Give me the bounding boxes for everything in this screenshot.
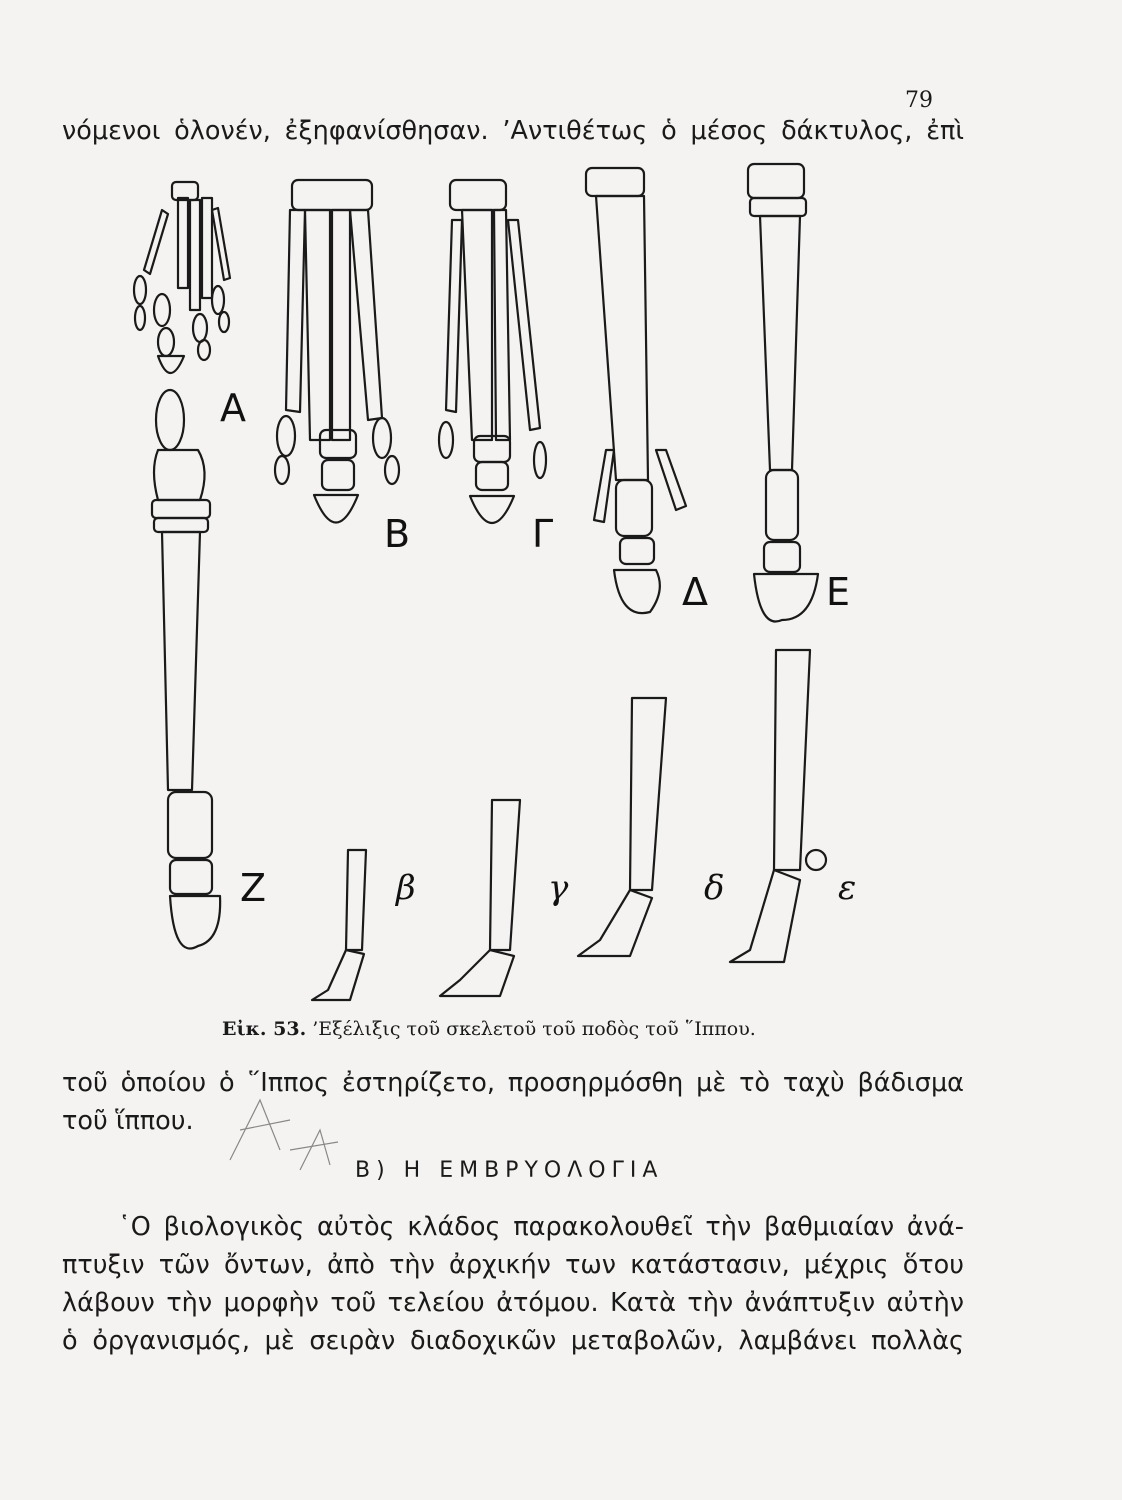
caption-text: ’Εξέλιξις τοῦ σκελετοῦ τοῦ ποδὸς τοῦ ῞Ιππου. [312, 1018, 756, 1040]
figure-label-b: Β [384, 512, 411, 556]
body-text-line: πτυξιν τῶν ὄντων, ἀπὸ τὴν ἀρχικήν των κατάστασιν, μέχρις ὅτου [62, 1250, 964, 1280]
figure-label-epsilon: Ε [826, 570, 851, 614]
page-number: 79 [905, 88, 933, 113]
figure-label-a: Α [220, 386, 246, 430]
body-text-line: ῾Ο βιολογικὸς αὐτὸς κλάδος παρακολουθεῖ τὴν βαθμιαίαν ἀνά- [118, 1212, 964, 1242]
figure-label-beta-small: β [396, 868, 416, 908]
body-text-line: τοῦ ἵππου. [62, 1106, 194, 1136]
figure-label-delta: Δ [682, 570, 708, 614]
figure-label-gamma: Γ [532, 512, 554, 556]
figure-label-zeta: Ζ [240, 866, 267, 910]
body-text-line: ὁ ὀργανισμός, μὲ σειρὰν διαδοχικῶν μεταβολῶν, λαμβάνει πολλὰς [62, 1326, 964, 1356]
caption-label: Εἰκ. 53. [222, 1018, 307, 1040]
body-text-line: λάβουν τὴν μορφὴν τοῦ τελείου ἀτόμου. Κατὰ τὴν ἀνάπτυξιν αὐτὴν [62, 1288, 964, 1318]
figure-caption [222, 1018, 756, 1040]
body-text-line: τοῦ ὁποίου ὁ ῞Ιππος ἐστηρίζετο, προσηρμόσθη μὲ τὸ ταχὺ βάδισμα [62, 1068, 964, 1098]
pencil-mark [220, 1090, 340, 1180]
figure-label-gamma-small: γ [548, 868, 569, 908]
horse-foot-skeleton-figure [100, 150, 900, 1010]
body-text-line: νόμενοι ὁλονέν, ἐξηφανίσθησαν. ’Αντιθέτως ὁ μέσος δάκτυλος, ἐπὶ [62, 116, 964, 146]
figure-label-epsilon-small: ε [838, 868, 857, 908]
section-heading: Β) Η ΕΜΒΡΥΟΛΟΓΙΑ [355, 1158, 664, 1183]
figure-label-delta-small: δ [704, 868, 725, 908]
